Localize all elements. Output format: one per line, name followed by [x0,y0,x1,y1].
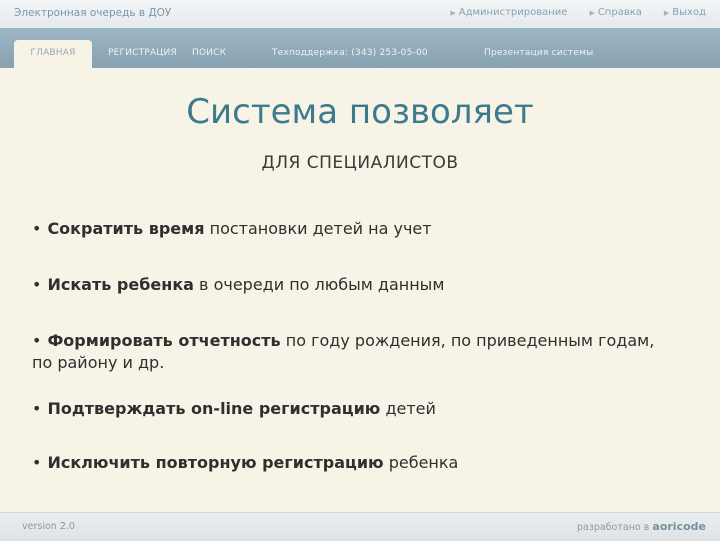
list-item-bold: Формировать отчетность [47,331,281,350]
admin-link[interactable] [450,7,567,18]
tab-registration-label: РЕГИСТРАЦИЯ [108,48,177,58]
help-link-label: Справка [597,7,642,18]
list-item-text: по году рождения, по приведенным годам, по району и др. [32,331,655,372]
bullet-icon: • [32,219,42,238]
triangle-right-icon: ▶ [589,8,595,17]
developer-credit [577,520,706,533]
bullet-icon: • [32,453,42,472]
footer [0,512,720,541]
list-item [32,218,672,240]
tab-main-label: ГЛАВНАЯ [30,48,76,58]
list-item-text: ребенка [383,453,459,472]
triangle-right-icon: ▶ [450,8,456,17]
bullet-icon: • [32,331,42,350]
support-phone [272,41,428,68]
developer-prefix: разработано в [576,522,650,533]
triangle-right-icon: ▶ [663,8,670,17]
list-item [32,452,672,474]
tab-search-label: ПОИСК [192,48,227,58]
bullet-icon: • [32,399,42,418]
developer-logo[interactable]: aoricode [652,520,706,533]
list-item-bold: Сократить время [47,219,205,238]
page-title: Система позволяет [186,92,534,132]
bullet-icon: • [32,275,42,294]
list-item-text: в очереди по любым данным [193,275,445,294]
version-label: version 2.0 [22,521,75,532]
logout-link-label: Выход [672,7,706,18]
top-links [450,7,706,18]
admin-link-label: Администрирование [458,7,568,18]
list-item-bold: Подтверждать on-line регистрацию [47,399,381,418]
list-item-bold: Искать ребенка [47,275,194,294]
nav-bar [0,28,720,68]
presentation-link-label: Презентация системы [484,48,594,58]
presentation-link[interactable] [484,41,593,68]
top-bar [0,0,720,29]
list-item-text: постановки детей на учет [204,219,432,238]
page-subtitle: ДЛЯ СПЕЦИАЛИСТОВ [261,153,459,173]
tab-search[interactable] [192,41,226,68]
tab-registration[interactable] [108,41,177,68]
list-item [32,398,672,420]
app-title: Электронная очередь в ДОУ [14,7,172,19]
help-link[interactable] [589,7,641,18]
list-item-bold: Исключить повторную регистрацию [47,453,384,472]
list-item-text: детей [380,399,436,418]
tab-main[interactable] [14,40,92,68]
list-item [32,330,672,374]
logout-link[interactable] [664,7,706,18]
support-phone-label: Техподдержка: (343) 253-05-00 [272,48,428,58]
list-item [32,274,672,296]
